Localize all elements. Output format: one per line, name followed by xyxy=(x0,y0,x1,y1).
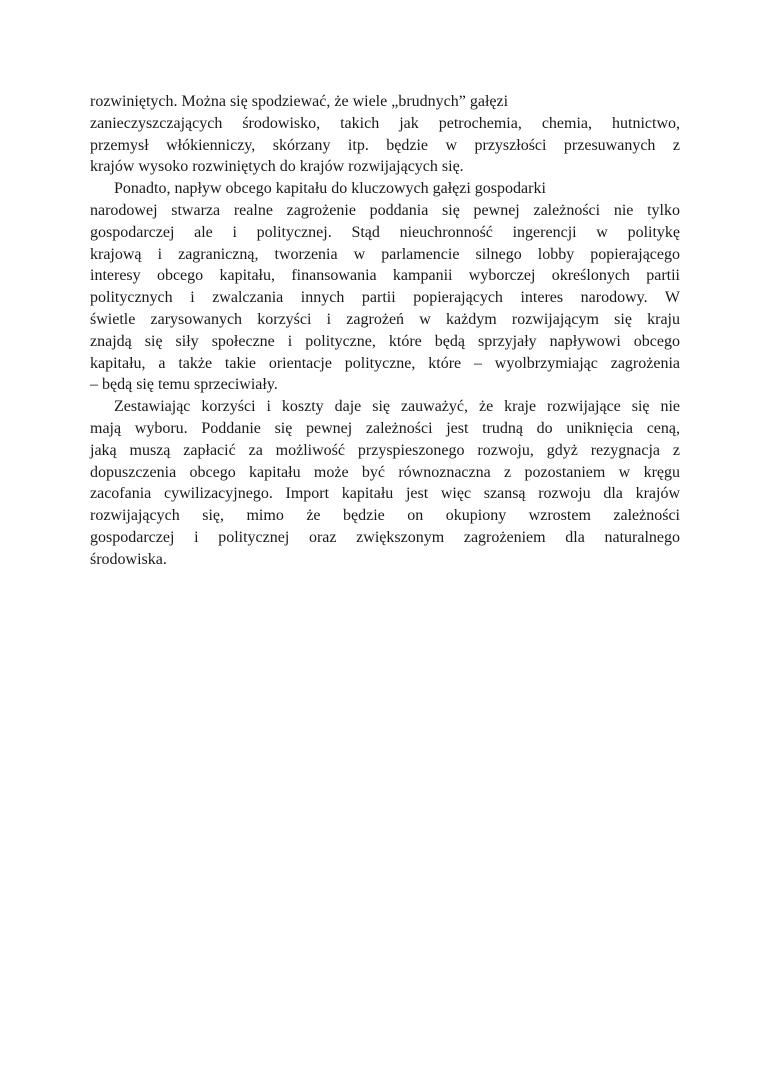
body-text xyxy=(90,91,680,571)
text-line: kapitału, a także takie orientacje polityczne, które – wyolbrzymiając zagrożenia xyxy=(90,354,680,372)
text-line: zacofania cywilizacyjnego. Import kapitału jest więc szansą rozwoju dla krajów xyxy=(90,485,680,503)
text-line: gospodarczej ale i politycznej. Stąd nieuchronność ingerencji w politykę xyxy=(90,223,680,241)
paragraph-first-line: Zestawiając korzyści i koszty daje się zauważyć, że kraje rozwijające się nie xyxy=(114,398,680,416)
text-line: przemysł włókienniczy, skórzany itp. będzie w przyszłości przesuwanych z xyxy=(90,136,680,154)
text-line: mają wyboru. Poddanie się pewnej zależności jest trudną do uniknięcia ceną, xyxy=(90,419,680,437)
text-line: dopuszczenia obcego kapitału może być równoznaczna z pozostaniem w kręgu xyxy=(90,463,680,481)
text-line: – będą się temu sprzeciwiały. xyxy=(90,376,278,394)
text-line: jaką muszą zapłacić za możliwość przyspieszonego rozwoju, gdyż rezygnacja z xyxy=(90,441,680,459)
text-line: gospodarczej i politycznej oraz zwiększonym zagrożeniem dla naturalnego xyxy=(90,528,680,546)
text-line: politycznych i zwalczania innych partii popierających interes narodowy. W xyxy=(90,289,680,307)
paragraph-first-line: Ponadto, napływ obcego kapitału do kluczowych gałęzi gospodarki xyxy=(114,180,546,198)
text-line: środowiska. xyxy=(90,550,167,568)
text-line: narodowej stwarza realne zagrożenie poddania się pewnej zależności nie tylko xyxy=(90,201,680,219)
text-line: zanieczyszczających środowisko, takich jak petrochemia, chemia, hutnictwo, xyxy=(90,114,680,132)
text-line: krajów wysoko rozwiniętych do krajów rozwijających się. xyxy=(90,158,464,176)
text-line: interesy obcego kapitału, finansowania kampanii wyborczej określonych partii xyxy=(90,267,680,285)
text-line: rozwiniętych. Można się spodziewać, że wiele „brudnych” gałęzi xyxy=(90,93,509,110)
text-line: krajową i zagraniczną, tworzenia w parlamencie silnego lobby popierającego xyxy=(90,245,680,263)
text-line: rozwijających się, mimo że będzie on okupiony wzrostem zależności xyxy=(90,507,680,525)
text-line: znajdą się siły społeczne i polityczne, które będą sprzyjały napływowi obcego xyxy=(90,332,680,350)
text-line: świetle zarysowanych korzyści i zagrożeń w każdym rozwijającym się kraju xyxy=(90,310,680,328)
